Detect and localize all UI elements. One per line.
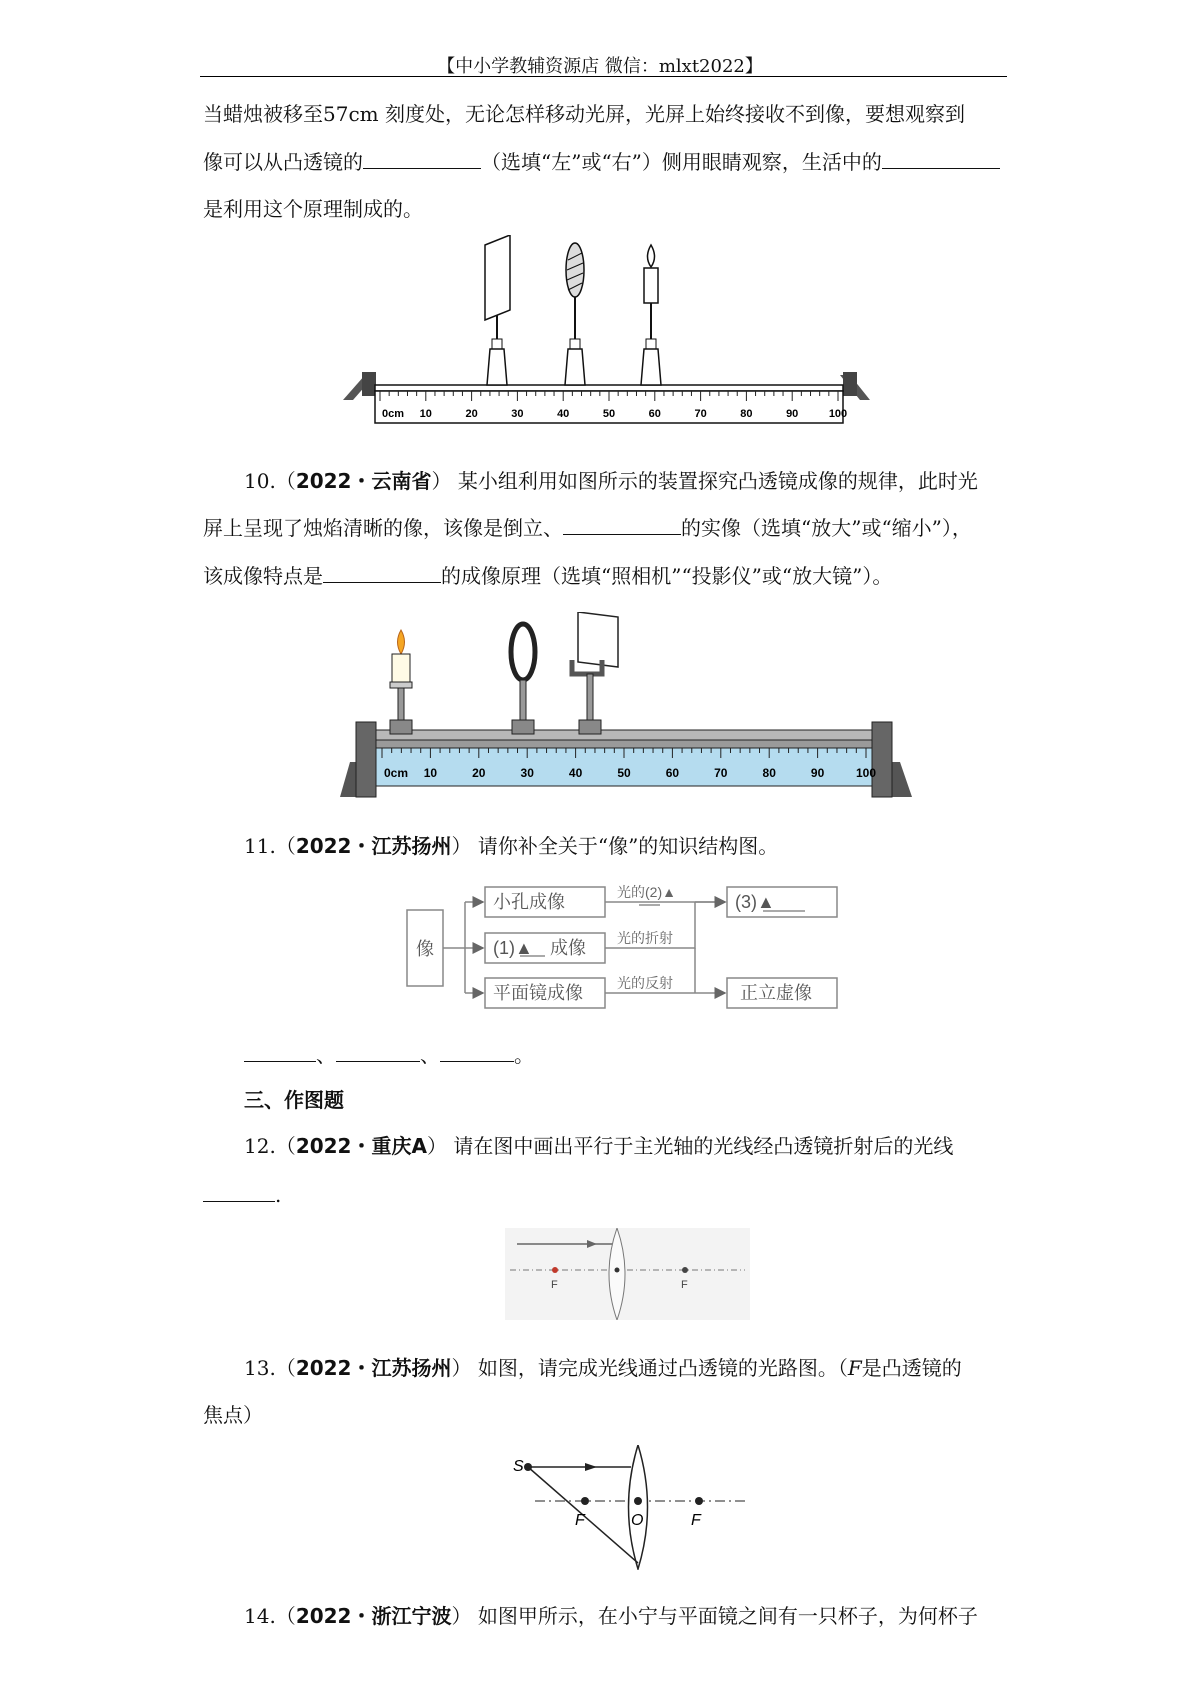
q12-tail: . (275, 1183, 282, 1207)
ruler-label: 70 (714, 766, 728, 780)
q10-blank-1 (563, 516, 681, 535)
q10-number: 10.（ (244, 469, 296, 493)
q13-text-2: 是凸透镜的 (861, 1356, 962, 1380)
diagram-result-2: 正立虚像 (740, 983, 812, 1003)
q12-number: 12.（ (244, 1134, 296, 1158)
q11-answer-line (244, 1042, 1044, 1068)
q10-source: 2022・云南省 (295, 469, 432, 493)
convex-lens (629, 1445, 648, 1569)
focus-left (581, 1497, 589, 1505)
q9-text-2b: （选填“左”或“右”）侧用眼睛观察，生活中的 (481, 150, 882, 174)
convex-lens (565, 243, 585, 385)
q11-answer-end: 。 (514, 1043, 534, 1067)
q11-paren-close: ） (451, 834, 472, 858)
q13-f-symbol: F (847, 1356, 862, 1380)
candle (641, 245, 661, 385)
label-s: S (513, 1458, 524, 1475)
q10-optical-bench-figure (340, 612, 915, 807)
page-header: 【中小学教辅资源店 微信：mlxt2022】 (437, 56, 763, 77)
q12-source: 2022・重庆A (295, 1134, 427, 1158)
q11-source: 2022・江苏扬州 (295, 834, 452, 858)
q9-text-2a: 像可以从凸透镜的 (203, 150, 363, 174)
q9-line2 (203, 149, 1003, 175)
light-screen (485, 235, 510, 385)
q9-blank-2 (882, 150, 1000, 169)
q10-blank-2 (323, 564, 441, 583)
diagram-edge-3-label: 光的反射 (617, 975, 673, 991)
figure-background (505, 1228, 750, 1320)
ruler-label: 50 (602, 408, 616, 420)
root-connector (443, 902, 465, 993)
q10-text-2b: 的实像（选填“放大”或“缩小”）， (681, 516, 972, 540)
q10-text-1: 某小组利用如图所示的装置探究凸透镜成像的规律，此时光 (451, 469, 978, 493)
q13-text-1: 如图，请完成光线通过凸透镜的光路图。（ (471, 1356, 848, 1380)
q9-optical-bench-figure (335, 235, 875, 440)
ruler-label: 90 (786, 408, 799, 420)
q11-sep-2: 、 (420, 1043, 440, 1067)
ruler-label: 100 (828, 408, 848, 420)
diagram-branch-2a: (1)▲ (493, 938, 533, 958)
diagram-edge-2-label: 光的折射 (617, 930, 673, 946)
right-end-block (872, 722, 892, 797)
focus-left-label: F (551, 1279, 558, 1291)
ruler-label: 60 (648, 408, 661, 420)
q12-blank (203, 1183, 275, 1202)
q14-number: 14.（ (244, 1604, 296, 1628)
q12-lens-figure (505, 1228, 750, 1320)
bench-rail (375, 385, 843, 391)
q11-knowledge-diagram (405, 875, 845, 1015)
optical-center-dot (615, 1268, 620, 1273)
label-f-left: F (575, 1512, 585, 1529)
ruler-label: 60 (665, 766, 680, 780)
q11-answer-blank-2 (336, 1043, 420, 1062)
left-end-block (362, 372, 376, 396)
focus-right (695, 1497, 703, 1505)
focus-left-dot (552, 1267, 558, 1273)
q13-source: 2022・江苏扬州 (295, 1356, 452, 1380)
diagram-result-1: (3)▲ (735, 892, 775, 912)
q10-line2 (203, 515, 1003, 541)
diagram-branch-1: 小孔成像 (493, 892, 565, 912)
ruler-label: 0cm (382, 408, 405, 420)
q13-line2: 焦点） (203, 1403, 263, 1427)
ruler-label: 50 (617, 766, 631, 780)
q11-sep-1: 、 (316, 1043, 336, 1067)
q9-line3: 是利用这个原理制成的。 (203, 197, 423, 221)
q9-blank-1 (363, 150, 481, 169)
diagram-edge-1-label: 光的(2)▲ (617, 884, 676, 900)
q13-line1 (244, 1355, 1044, 1381)
ruler-label: 10 (419, 408, 432, 420)
diagram-branch-2b: 成像 (550, 938, 586, 958)
q11-answer-blank-3 (440, 1043, 514, 1062)
ruler-label: 40 (557, 408, 570, 420)
diagram-branch-3: 平面镜成像 (493, 983, 583, 1003)
ruler-label: 30 (520, 766, 534, 780)
convex-lens (511, 624, 535, 734)
ruler-label: 10 (423, 766, 438, 780)
ruler-label: 80 (740, 408, 753, 420)
left-end-block (356, 722, 376, 797)
ruler-label: 100 (855, 766, 877, 780)
point-s (524, 1463, 532, 1471)
bench-rail (376, 730, 872, 740)
q12-text: 请在图中画出平行于主光轴的光线经凸透镜折射后的光线 (446, 1134, 954, 1158)
q12-paren-close: ） (426, 1134, 447, 1158)
section-heading: 三、作图题 (244, 1088, 344, 1112)
q12-line1 (244, 1133, 1044, 1159)
q14-source: 2022・浙江宁波 (295, 1604, 452, 1628)
q11-line1 (244, 833, 1044, 859)
light-screen (572, 612, 618, 734)
ruler-label: 20 (472, 766, 486, 780)
q14-text: 如图甲所示，在小宁与平面镜之间有一只杯子，为何杯子 (471, 1604, 978, 1628)
q11-number: 11.（ (244, 834, 296, 858)
ruler-label: 80 (762, 766, 776, 780)
q13-number: 13.（ (244, 1356, 296, 1380)
candle (390, 630, 412, 734)
ruler-label: 70 (694, 408, 707, 420)
q12-line2 (203, 1182, 1003, 1208)
focus-right-label: F (681, 1279, 688, 1291)
focus-right-dot (682, 1267, 688, 1273)
right-end-block (843, 372, 857, 396)
header-rule (200, 76, 1007, 77)
q14-paren-close: ） (451, 1604, 472, 1628)
bench-rail-lower (376, 740, 872, 748)
q11-text: 请你补全关于“像”的知识结构图。 (471, 834, 779, 858)
q10-text-3b: 的成像原理（选填“照相机”“投影仪”或“放大镜”）。 (441, 564, 893, 588)
ruler-label: 90 (810, 766, 825, 780)
q11-answer-blank-1 (244, 1043, 316, 1062)
ruler-label: 40 (568, 766, 583, 780)
q10-paren-close: ） (431, 469, 452, 493)
q10-text-3a: 该成像特点是 (203, 564, 323, 588)
optical-center (634, 1497, 642, 1505)
q9-line1: 当蜡烛被移至57cm 刻度处，无论怎样移动光屏，光屏上始终接收不到像，要想观察到 (203, 102, 965, 126)
q13-lens-figure (505, 1445, 745, 1570)
q10-line1 (244, 468, 1044, 494)
label-f-right: F (691, 1512, 701, 1529)
ray-arrow (585, 1463, 597, 1471)
ruler-label: 0cm (384, 766, 409, 780)
diagram-root-label: 像 (416, 939, 434, 959)
label-o: O (631, 1512, 644, 1529)
q10-text-2a: 屏上呈现了烛焰清晰的像，该像是倒立、 (203, 516, 563, 540)
ruler-label: 30 (511, 408, 524, 420)
q10-line3 (203, 563, 1003, 589)
q14-line1 (244, 1603, 1044, 1629)
q13-paren-close: ） (451, 1356, 472, 1380)
ruler-label: 20 (465, 408, 478, 420)
